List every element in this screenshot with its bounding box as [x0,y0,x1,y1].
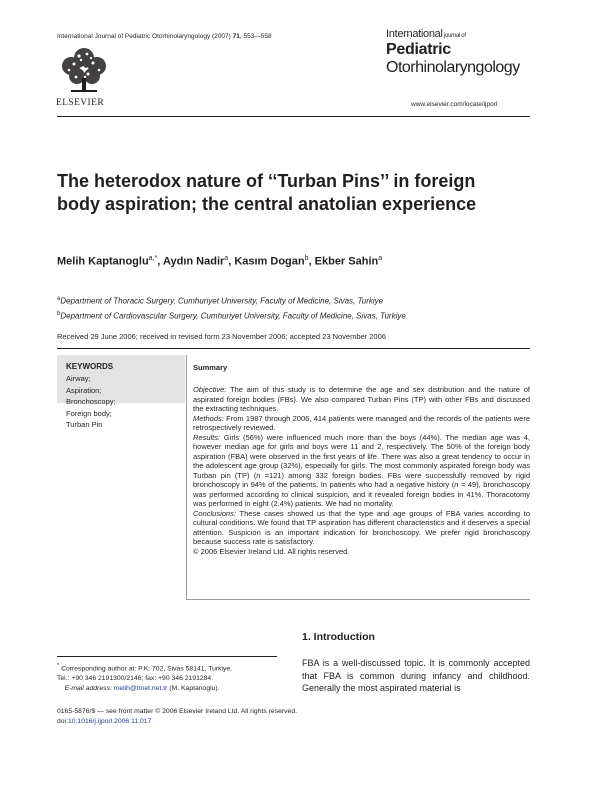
journal-citation: International Journal of Pediatric Otorhinolaryngology (2007) [57,33,233,40]
affiliation-text: Department of Cardiovascular Surgery, Cumhuriyet University, Faculty of Medicine, Sivas, Turkiye [60,311,406,321]
journal-pages: , 553—558 [239,33,272,40]
publisher-name: ELSEVIER [56,98,105,108]
front-matter-notice [57,707,297,727]
article-title: The heterodox nature of ‘‘Turban Pins’’ in foreign body aspiration; the central anatolian experience [57,171,477,214]
doi-link[interactable]: 10.1016/j.ijporl.2006.11.017 [67,718,152,725]
keyword-item: Bronchoscopy; [66,397,116,406]
affiliation-list [57,293,406,322]
author-name[interactable]: Ekber Sahin [314,255,379,268]
masthead-line1 [386,28,556,42]
affiliation-item [57,308,406,323]
masthead-journal-of: journal of [442,33,466,39]
author-affiliation-mark[interactable]: b [304,255,309,262]
journal-masthead [386,28,556,77]
affiliation-mark: b [57,310,61,317]
conclusions-label: Conclusions: [193,508,236,518]
summary-results [193,433,530,509]
author-affiliation-mark[interactable]: a,* [148,255,158,262]
summary-methods [193,414,530,433]
affiliation-item [57,293,406,308]
summary-heading: Summary [193,363,228,372]
results-text: = 49), bronchoscopy was performed according to clinical suspicion, and it revealed foreign bodies in 41%. Thoracotomy was performed in eight (2.4%) patients. We had no mortality. [193,480,530,508]
author-list [57,255,382,268]
keywords-list [66,373,116,431]
summary-conclusions [193,509,530,547]
conclusions-text: These cases showed us that the type and age groups of FBA varies according to cultural conditions. We found that TP aspiration has different characteristics and it deserves a special attention. Suspicion is an important indication for bronchoscopy. We prefer rigid bronchoscopy because success rate is satisfactory. [193,508,530,546]
email-label: E-mail address: [64,685,112,693]
journal-reference [57,33,272,40]
affiliation-mark: a [57,296,61,302]
masthead-international: International [386,28,443,40]
front-matter-line: 0165-5876/$ — see front matter © 2006 Elsevier Ireland Ltd. All rights reserved. [57,708,298,715]
keyword-item: Airway; [66,374,91,383]
doi-label: doi: [57,718,68,725]
author-affiliation-mark[interactable]: a [224,255,229,262]
footnote-address-text: Corresponding author at: P.K: 702, Sivas 58141, Turkiye. [59,665,233,673]
author-name[interactable]: Aydın Nadir [162,255,225,268]
footnote-phone: Tel.: +90 346 2191300/2146; fax: +90 346 2191284. [57,675,214,683]
summary-objective [193,385,530,414]
results-n-symbol: n [256,470,261,480]
email-owner: (M. Kaptanoglu). [167,685,220,693]
masthead-line2: Pediatric [386,41,451,58]
footnote-mark: * [57,663,60,669]
keyword-item: Aspiration; [66,385,102,395]
results-n-symbol: n [454,480,459,489]
doi-line [57,717,297,727]
author-separator: , [157,255,163,268]
results-label: Results: [193,432,221,442]
header-divider [57,116,530,117]
summary-body [193,385,530,556]
methods-text: From 1987 through 2006, 414 patients were managed and the records of the patients were retrospectively reviewed. [193,413,530,432]
article-dates: Received 29 June 2006; received in revised form 23 November 2006; accepted 23 November 2006 [57,332,386,341]
keyword-item: Turban Pin [66,420,103,429]
footnote-address [57,661,287,674]
footnote-divider [57,656,277,657]
author-separator: , [308,255,315,268]
objective-text: The aim of this study is to determine the age and sex distribution and the nature of aspirated foreign bodies (FBs). We also compared Turban Pins (TP) with other FBs and discussed the extracting techniques. [193,385,530,413]
keywords-heading: KEYWORDS [66,362,114,371]
author-affiliation-mark[interactable]: a [378,255,383,262]
masthead-line3: Otorhinolaryngology [386,59,520,76]
results-text: =121) among 332 foreign bodies. FBs were successfully removed by rigid bronchoscopy in 94% of the patients. In patients who had a negative history ( [193,470,530,489]
email-link[interactable]: melih@ttnet.net.tr [113,685,168,693]
corresponding-author-footnote [57,661,287,694]
objective-label: Objective: [193,385,227,394]
journal-website-link[interactable]: www.elsevier.com/locate/ijporl [411,101,498,108]
author-name[interactable]: Melih Kaptanoglu [57,255,149,268]
methods-label: Methods: [193,413,224,423]
elsevier-tree-icon [57,46,111,96]
introduction-text: FBA is a well-discussed topic. It is commonly accepted that FBA is common during infancy and childhood. Generally the most aspirated material is [302,658,530,693]
summary-copyright: © 2006 Elsevier Ireland Ltd. All rights reserved. [193,546,350,556]
author-separator: , [228,255,235,268]
footnote-email [57,684,287,694]
dates-divider [57,348,530,349]
keyword-item: Foreign body; [66,408,112,418]
journal-volume: 71 [232,33,240,40]
author-name[interactable]: Kasım Dogan [234,255,305,268]
introduction-heading: 1. Introduction [302,631,375,643]
results-text: Girls (56%) were influenced much more than the boys (44%). The median age was 4, however median age for girls and boys were 11 and 2, respectively. The 50% of the foreign body aspiration (FBA) were observed in the first years of life. There was also a great tendency to occur in the adolescent age group (32%), especially for girls. The most commonly aspirated foreign body was Turban pin (TP) ( [193,432,530,480]
affiliation-text: Department of Thoracic Surgery, Cumhuriyet University, Faculty of Medicine, Sivas, Turkiye [60,296,384,306]
